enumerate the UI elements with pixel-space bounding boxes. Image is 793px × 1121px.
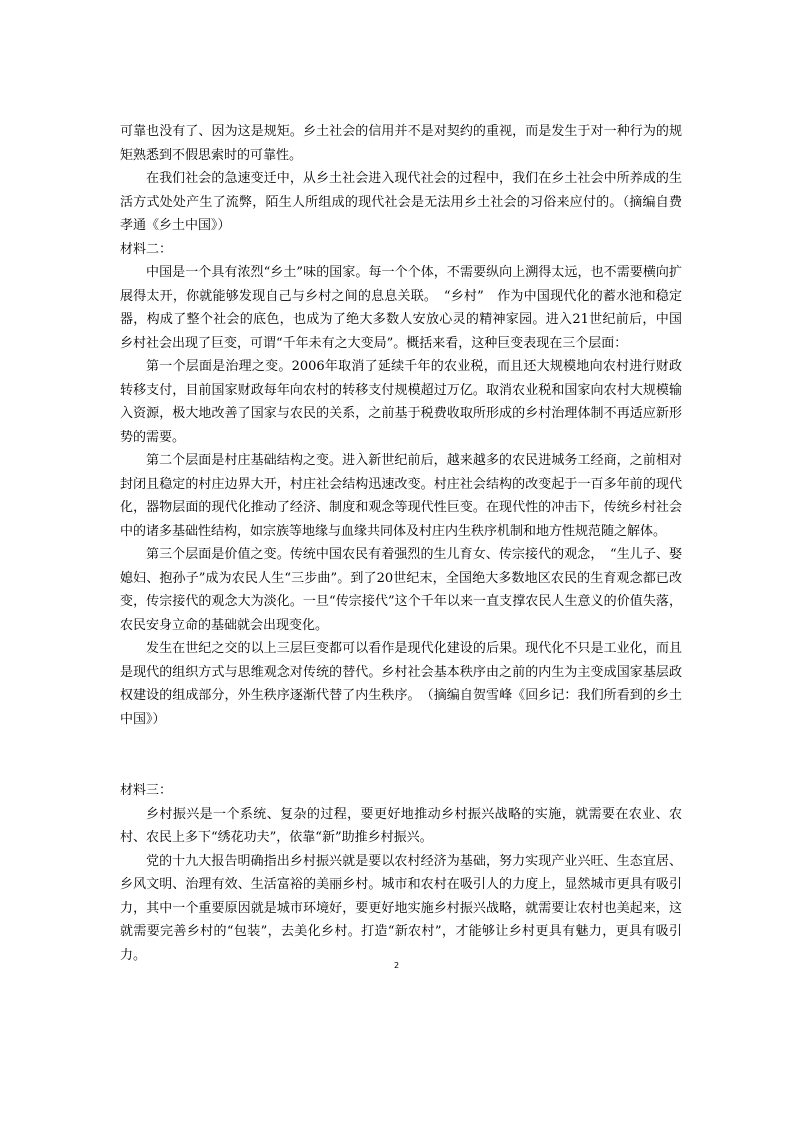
paragraph: 党的十九大报告明确指出乡村振兴就是要以农村经济为基础，努力实现产业兴旺、生态宜居、乡风文明、治理有效、生活富裕的美丽乡村。城市和农村在吸引人的力度上，显然城市更具有吸引力，其中一个重要原因就是城市环境好，要更好地实施乡村振兴战略，就需要让农村也美起来，这就需要完善乡村的“包装”，去美化乡村。打造“新农村”，才能够让乡村更具有魅力，更具有吸引力。 — [120, 853, 682, 963]
paragraph-continuation: 可靠也没有了、因为这是规矩。乡土社会的信用并不是对契约的重视，而是发生于对一种行为的规矩熟悉到不假思索时的可靠性。 — [120, 124, 682, 163]
paragraph: 中国是一个具有浓烈“乡土”味的国家。每一个个体，不需要纵向上溯得太远，也不需要横向扩展得太开，你就能够发现自己与乡村之间的息息关联。 “乡村” 作为中国现代化的蓄水池和稳定器，构成了整个社会的底色，也成为了绝大多数人安放心灵的精神家园。进入21世纪前后，中国乡村社会出现了巨变，可谓“千年未有之大变局”。概括来看，这种巨变表现在三个层面： — [120, 265, 682, 351]
paragraph: 第三个层面是价值之变。传统中国农民有着强烈的生儿育女、传宗接代的观念， “生儿子、娶媳妇、抱孙子”成为农民人生“三步曲”。到了20世纪末，全国绝大多数地区农民的生育观念都已改变，传宗接代的观念大为淡化。一旦“传宗接代”这个千年以来一直支撑农民人生意义的价值失落，农民安身立命的基础就会出现变化。 — [120, 547, 682, 633]
material-two-heading: 材料二： — [120, 241, 173, 257]
paragraph: 发生在世纪之交的以上三层巨变都可以看作是现代化建设的后果。现代化不只是工业化，而且是现代的组织方式与思维观念对传统的替代。乡村社会基本秩序由之前的内生为主变成国家基层政权建设的组成部分，外生秩序逐渐代替了内生秩序。 （摘编自贺雪峰《回乡记：我们所看到的乡土中国》） — [120, 641, 682, 727]
section-gap — [120, 731, 682, 779]
material-three-heading: 材料三： — [120, 783, 173, 798]
paragraph: 在我们社会的急速变迁中，从乡土社会进入现代社会的过程中，我们在乡土社会中所养成的生活方式处处产生了流弊，陌生人所组成的现代社会是无法用乡土社会的习俗来应付的。（摘编自费孝通《乡土中国》） — [120, 171, 682, 233]
paragraph: 第二个层面是村庄基础结构之变。进入新世纪前后，越来越多的农民进城务工经商，之前相对封闭且稳定的村庄边界大开，村庄社会结构迅速改变。村庄社会结构的改变起于一百多年前的现代化，器物层面的现代化推动了经济、制度和观念等现代性巨变。在现代性的冲击下，传统乡村社会中的诸多基础性结构，如宗族等地缘与血缘共同体及村庄内生秩序机制和地方性规范随之解体。 — [120, 453, 682, 539]
paragraph: 第一个层面是治理之变。2006年取消了延续千年的农业税，而且还大规模地向农村进行财政转移支付，目前国家财政每年向农村的转移支付规模超过万亿。取消农业税和国家向农村大规模输入资源，极大地改善了国家与农民的关系，之前基于税费收取所形成的乡村治理体制不再适应新形势的需要。 — [120, 359, 682, 445]
paragraph: 乡村振兴是一个系统、复杂的过程，要更好地推动乡村振兴战略的实施，就需要在农业、农村、农民上多下“绣花功夫”，依靠“新”助推乡村振兴。 — [120, 806, 682, 845]
document-body — [120, 120, 682, 967]
page-number: 2 — [393, 961, 400, 970]
